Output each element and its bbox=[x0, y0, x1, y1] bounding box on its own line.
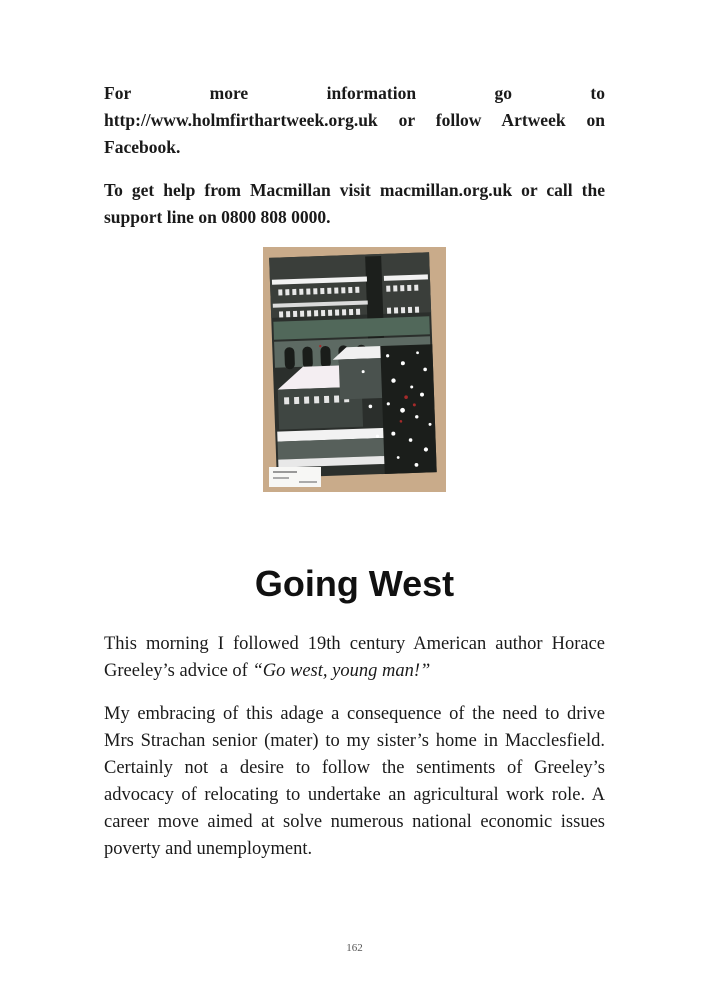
info-word: to bbox=[590, 83, 605, 103]
artweek-link-text: http://www.holmfirthartweek.org.uk or follow Artweek on Facebook. bbox=[104, 110, 605, 157]
info-word: more bbox=[209, 83, 249, 103]
painting-illustration bbox=[263, 247, 446, 492]
info-line-1 bbox=[104, 80, 605, 107]
greeley-quote: “Go west, young man!” bbox=[252, 661, 431, 681]
article-paragraph-2: My embracing of this adage a consequence of the need to drive Mrs Strachan senior (mater) to my sister’s home in Macclesfield. Certainly not a desire to follow the sentiments of Greeley’s advocacy of relocating to undertake an agricultural work role. A career move aimed at solve numerous national economic issues poverty and unemployment. bbox=[104, 704, 605, 859]
painting-photo bbox=[263, 247, 446, 492]
paragraph-1-text: This morning I followed 19th century American author Horace Greeley’s advice of bbox=[104, 634, 605, 681]
info-word: information bbox=[326, 83, 417, 103]
info-word: go bbox=[494, 83, 512, 103]
info-section bbox=[104, 80, 605, 231]
article-title: Going West bbox=[254, 563, 455, 604]
page-number: 162 bbox=[346, 942, 363, 954]
article-paragraph-1 bbox=[104, 631, 605, 685]
macmillan-info: To get help from Macmillan visit macmillan.org.uk or call the support line on 0800 808 0000. bbox=[104, 180, 605, 227]
article-body bbox=[104, 631, 605, 863]
info-word: For bbox=[104, 83, 132, 103]
